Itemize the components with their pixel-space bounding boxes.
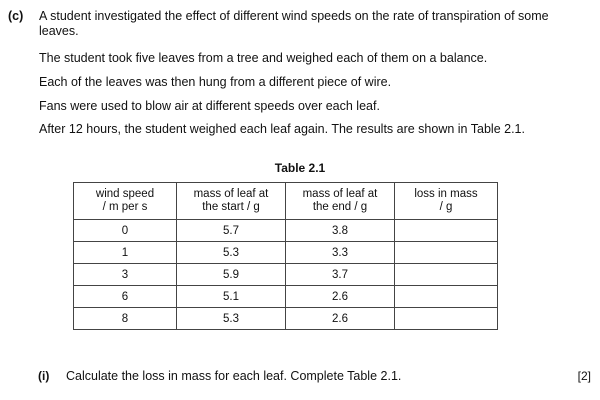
question-intro: A student investigated the effect of different wind speeds on the rate of transpiration of some leaves. — [39, 9, 549, 38]
table-row — [74, 286, 498, 308]
question-part-label: (c) — [8, 9, 24, 23]
cell-mass-end: 3.3 — [286, 242, 395, 264]
header-line: loss in mass — [414, 188, 478, 200]
header-line: the end / g — [312, 201, 368, 213]
cell-loss-in-mass[interactable] — [395, 220, 498, 242]
table-row — [74, 264, 498, 286]
paragraph: Fans were used to blow air at different speeds over each leaf. — [39, 99, 380, 113]
cell-wind-speed: 1 — [74, 242, 177, 264]
cell-mass-start: 5.7 — [177, 220, 286, 242]
cell-mass-start: 5.3 — [177, 242, 286, 264]
paragraph: Each of the leaves was then hung from a different piece of wire. — [39, 75, 392, 89]
header-wind-speed — [74, 183, 177, 220]
results-table — [73, 182, 498, 330]
cell-wind-speed: 0 — [74, 220, 177, 242]
header-mass-end — [286, 183, 395, 220]
cell-mass-start: 5.3 — [177, 308, 286, 330]
header-line: mass of leaf at — [302, 188, 378, 200]
cell-loss-in-mass[interactable] — [395, 264, 498, 286]
cell-loss-in-mass[interactable] — [395, 286, 498, 308]
header-mass-start — [177, 183, 286, 220]
header-line: / g — [439, 201, 453, 213]
header-line: mass of leaf at — [193, 188, 269, 200]
paragraph: After 12 hours, the student weighed each leaf again. The results are shown in Table 2.1. — [39, 122, 525, 136]
table-row — [74, 308, 498, 330]
table-row — [74, 220, 498, 242]
cell-mass-start: 5.9 — [177, 264, 286, 286]
table-header-row — [74, 183, 498, 220]
cell-wind-speed: 6 — [74, 286, 177, 308]
cell-mass-end: 3.8 — [286, 220, 395, 242]
paragraph: The student took five leaves from a tree and weighed each of them on a balance. — [39, 51, 488, 65]
table-title: Table 2.1 — [274, 161, 326, 175]
cell-mass-end: 3.7 — [286, 264, 395, 286]
header-line: the start / g — [202, 201, 260, 213]
cell-mass-end: 2.6 — [286, 286, 395, 308]
cell-mass-end: 2.6 — [286, 308, 395, 330]
cell-wind-speed: 3 — [74, 264, 177, 286]
subquestion-label: (i) — [38, 369, 50, 383]
cell-wind-speed: 8 — [74, 308, 177, 330]
marks-indicator: [2] — [577, 369, 591, 383]
header-loss-in-mass — [395, 183, 498, 220]
subquestion-text: Calculate the loss in mass for each leaf. Complete Table 2.1. — [66, 369, 402, 383]
cell-loss-in-mass[interactable] — [395, 242, 498, 264]
table-row — [74, 242, 498, 264]
cell-loss-in-mass[interactable] — [395, 308, 498, 330]
header-line: / m per s — [102, 201, 148, 213]
header-line: wind speed — [95, 188, 155, 200]
cell-mass-start: 5.1 — [177, 286, 286, 308]
